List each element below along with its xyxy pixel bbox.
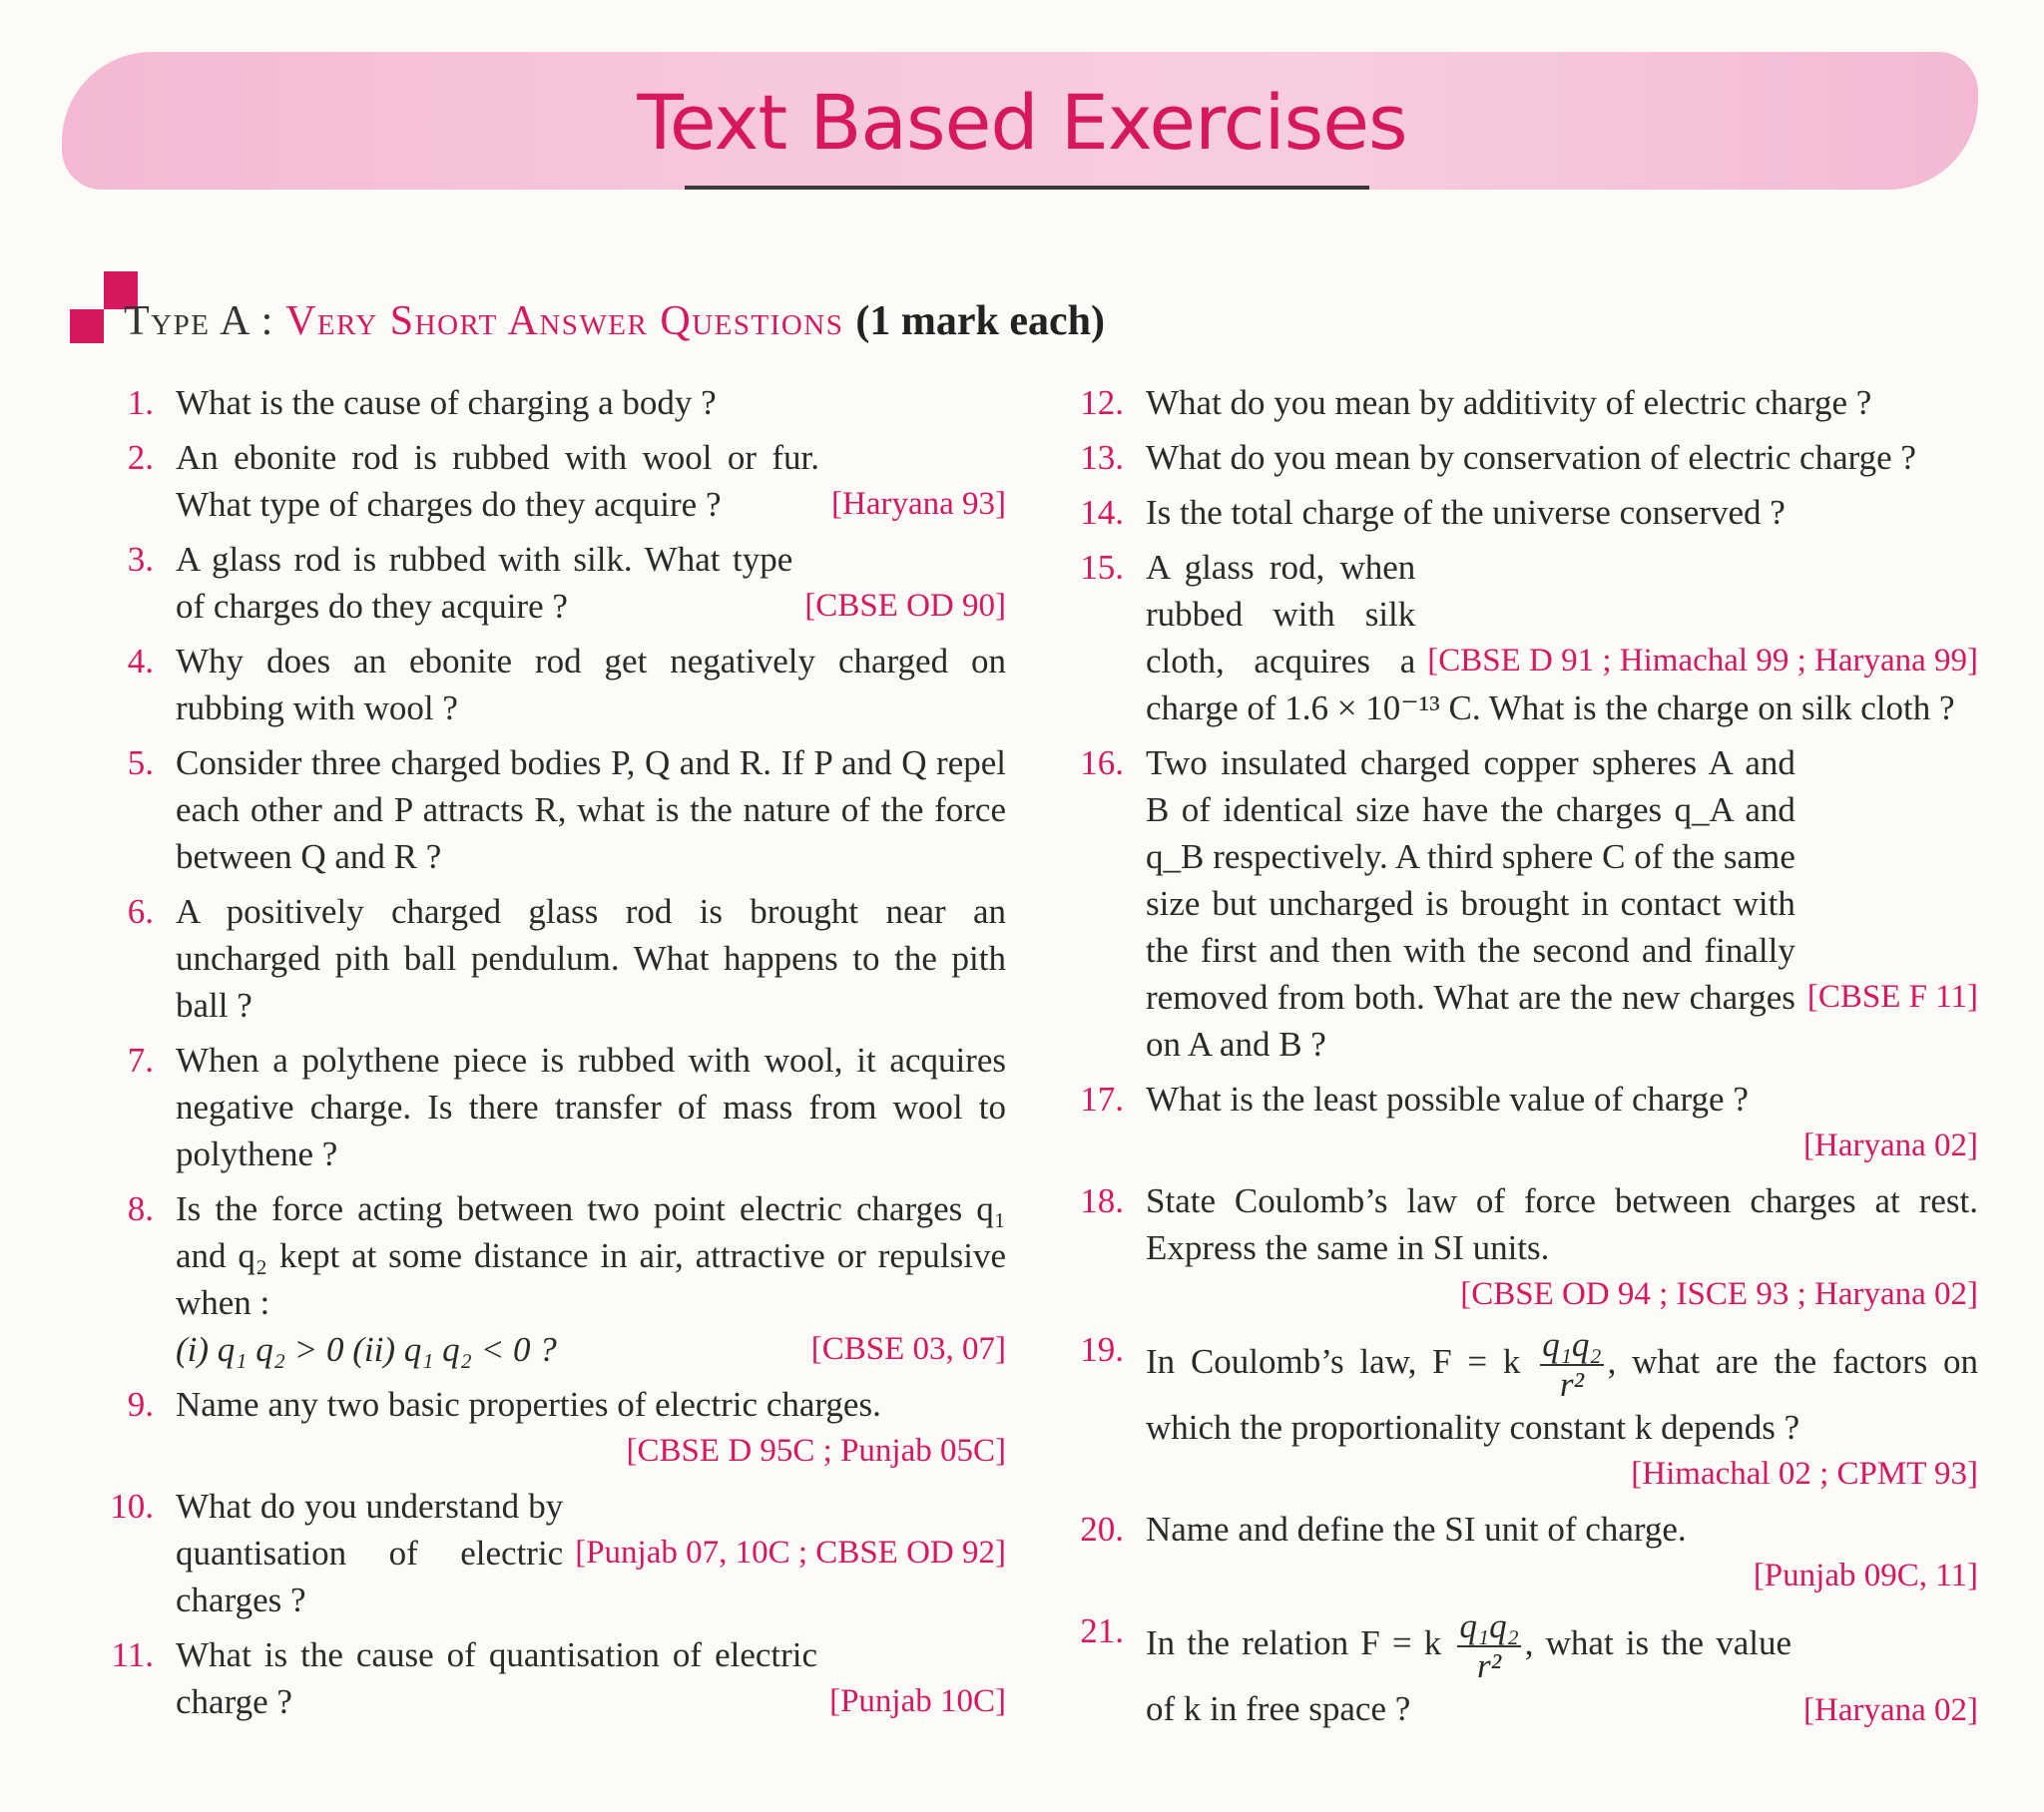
question-item xyxy=(96,1483,1006,1623)
question-number: 1. xyxy=(127,383,154,422)
question-text: In the relation F = k xyxy=(1146,1623,1442,1663)
question-text: What is the cause of quantisation of electric charge ? xyxy=(176,1635,818,1721)
question-number: 10. xyxy=(110,1487,154,1526)
question-number: 11. xyxy=(111,1635,154,1674)
question-source: [Himachal 02 ; CPMT 93] xyxy=(1631,1456,1978,1492)
question-text: In Coulomb’s law, F = k xyxy=(1146,1342,1521,1382)
question-source: [Haryana 02] xyxy=(1803,1128,1978,1163)
question-item xyxy=(96,379,1006,426)
question-number: 17. xyxy=(1080,1080,1124,1119)
question-number: 4. xyxy=(127,642,154,680)
fraction-denominator: r² xyxy=(1477,1646,1502,1685)
question-source: [Punjab 09C, 11] xyxy=(1753,1558,1978,1593)
question-source: [Haryana 02] xyxy=(1803,1692,1978,1728)
question-subparts: (i) q₁ q₂ > 0 (ii) q₁ q₂ < 0 ? xyxy=(176,1330,557,1369)
question-number: 12. xyxy=(1080,383,1124,422)
question-item xyxy=(1066,379,1978,426)
fraction-numerator: q₁q₂ xyxy=(1459,1606,1519,1645)
question-item xyxy=(1066,544,1978,731)
heading-square-icon xyxy=(70,309,104,343)
question-source: [CBSE D 91 ; Himachal 99 ; Haryana 99] xyxy=(1427,643,1978,679)
question-source: [CBSE F 11] xyxy=(1806,979,1978,1015)
question-item xyxy=(96,434,1006,528)
question-text: State Coulomb’s law of force between charges at rest. Express the same in SI units. xyxy=(1146,1181,1978,1267)
question-text: Name any two basic properties of electric charges. xyxy=(176,1385,881,1424)
question-number: 20. xyxy=(1080,1510,1124,1549)
section-marks: (1 mark each) xyxy=(855,298,1105,344)
question-number: 14. xyxy=(1080,493,1124,532)
question-source: [CBSE 03, 07] xyxy=(810,1331,1006,1367)
question-item xyxy=(1066,489,1978,536)
question-number: 15. xyxy=(1080,548,1124,587)
question-text-cont: , what is the value of k in free space ? xyxy=(1146,1623,1792,1728)
section-kind-label: Very Short Answer Questions xyxy=(285,298,844,344)
question-item xyxy=(96,1037,1006,1177)
section-heading xyxy=(70,269,2026,349)
question-text: Consider three charged bodies P, Q and R. If P and Q repel each other and P attracts R, what is the nature of the force between Q and R ? xyxy=(176,743,1006,876)
question-text: What do you mean by conservation of electric charge ? xyxy=(1146,438,1916,477)
question-number: 19. xyxy=(1080,1330,1124,1369)
question-number: 8. xyxy=(127,1189,154,1228)
question-text: A positively charged glass rod is brought near an uncharged pith ball pendulum. What happens to the pith ball ? xyxy=(176,892,1006,1025)
question-number: 5. xyxy=(127,743,154,782)
page-title: Text Based Exercises xyxy=(637,78,1407,167)
question-text: Two insulated charged copper spheres A and B of identical size have the charges q_A and q_B respectively. A third sphere C of the same size but uncharged is brought in contact with the first and then with the second and finally removed from both. What are the new charges on A and B ? xyxy=(1146,743,1795,1064)
question-item xyxy=(96,536,1006,630)
question-source: [Punjab 10C] xyxy=(829,1683,1006,1719)
question-text: An ebonite rod is rubbed with wool or fur. What type of charges do they acquire ? xyxy=(176,438,819,524)
question-number: 21. xyxy=(1080,1611,1124,1650)
question-item xyxy=(96,1185,1006,1373)
question-number: 16. xyxy=(1080,743,1124,782)
question-text: A glass rod, when rubbed with silk cloth, acquires a charge of 1.6 × 10⁻¹³ C. What is the charge on silk cloth ? xyxy=(1146,548,1955,727)
question-text: Why does an ebonite rod get negatively charged on rubbing with wool ? xyxy=(176,642,1006,727)
question-source: [Haryana 93] xyxy=(831,486,1006,522)
question-item xyxy=(1066,1506,1978,1599)
question-number: 6. xyxy=(127,892,154,931)
fraction-numerator: q₁q₂ xyxy=(1542,1325,1602,1364)
question-number: 18. xyxy=(1080,1181,1124,1220)
question-text: Name and define the SI unit of charge. xyxy=(1146,1510,1687,1549)
question-source: [CBSE OD 90] xyxy=(804,588,1006,624)
coulomb-fraction xyxy=(1540,1326,1603,1404)
question-item xyxy=(96,888,1006,1029)
question-text: What is the least possible value of charge ? xyxy=(1146,1080,1749,1119)
question-item xyxy=(1066,434,1978,481)
question-source: [Punjab 07, 10C ; CBSE OD 92] xyxy=(575,1535,1006,1571)
question-number: 2. xyxy=(127,438,154,477)
question-text: What do you understand by quantisation of electric charges ? xyxy=(176,1487,564,1619)
question-source: [CBSE OD 94 ; ISCE 93 ; Haryana 02] xyxy=(1460,1276,1978,1312)
question-source: [CBSE D 95C ; Punjab 05C] xyxy=(626,1433,1006,1469)
fraction-denominator: r² xyxy=(1559,1365,1584,1404)
left-column xyxy=(96,379,1006,1733)
question-item xyxy=(1066,1177,1978,1318)
question-number: 3. xyxy=(127,540,154,579)
section-type-label: Type A : xyxy=(124,298,286,344)
question-text: What do you mean by additivity of electric charge ? xyxy=(1146,383,1872,422)
question-text: Is the force acting between two point electric charges q₁ and q₂ kept at some distance in air, attractive or repulsive when : xyxy=(176,1189,1006,1322)
question-number: 13. xyxy=(1080,438,1124,477)
question-item xyxy=(1066,1076,1978,1169)
question-item xyxy=(1066,1326,1978,1498)
question-text-cont: , what are the factors on which the proportionality constant k depends ? xyxy=(1146,1342,1978,1447)
question-number: 7. xyxy=(127,1041,154,1080)
question-text: Is the total charge of the universe conserved ? xyxy=(1146,493,1786,532)
question-item xyxy=(96,638,1006,731)
question-number: 9. xyxy=(127,1385,154,1424)
question-item xyxy=(96,739,1006,880)
coulomb-fraction xyxy=(1457,1607,1520,1685)
question-item xyxy=(96,1631,1006,1725)
question-item xyxy=(1066,739,1978,1068)
question-item xyxy=(96,1381,1006,1475)
question-text: A glass rod is rubbed with silk. What type of charges do they acquire ? xyxy=(176,540,793,626)
question-text: What is the cause of charging a body ? xyxy=(176,383,717,422)
question-item xyxy=(1066,1607,1978,1732)
title-underline xyxy=(685,186,1369,190)
question-text: When a polythene piece is rubbed with wool, it acquires negative charge. Is there transfer of mass from wool to polythene ? xyxy=(176,1041,1006,1173)
right-column xyxy=(1066,379,1978,1740)
